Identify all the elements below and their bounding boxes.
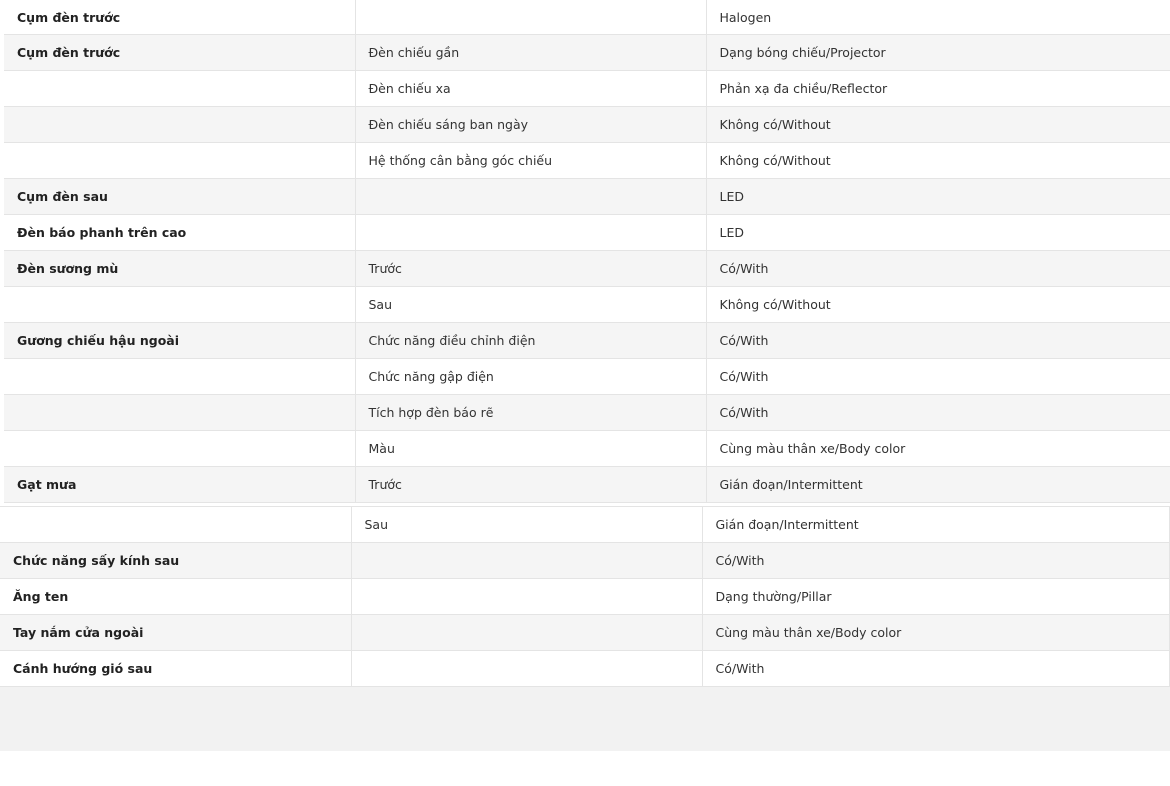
table-row <box>0 507 1169 543</box>
table-row <box>4 467 1170 503</box>
spec-category-cell <box>4 395 355 431</box>
spec-value-cell: LED <box>706 179 1170 215</box>
spec-value-cell: Có/With <box>702 651 1169 687</box>
table-row <box>4 35 1170 71</box>
spec-item-cell <box>351 543 702 579</box>
spec-item-cell: Đèn chiếu xa <box>355 71 706 107</box>
spec-value-cell: Dạng bóng chiếu/Projector <box>706 35 1170 71</box>
spec-item-cell: Chức năng gập điện <box>355 359 706 395</box>
spec-value-cell: Cùng màu thân xe/Body color <box>706 431 1170 467</box>
table-row <box>0 543 1169 579</box>
spec-category-cell: Đèn sương mù <box>4 251 355 287</box>
table-row <box>4 107 1170 143</box>
table-row <box>4 431 1170 467</box>
spec-value-cell: Có/With <box>702 543 1169 579</box>
spec-category-cell: Tay nắm cửa ngoài <box>0 615 351 651</box>
spec-value-cell: Có/With <box>706 251 1170 287</box>
spec-value-cell: Gián đoạn/Intermittent <box>702 507 1169 543</box>
spec-value-cell: Không có/Without <box>706 287 1170 323</box>
spec-category-cell <box>4 107 355 143</box>
table-row <box>4 359 1170 395</box>
footer-band <box>0 687 1170 751</box>
spec-category-cell: Ăng ten <box>0 579 351 615</box>
spec-category-cell: Gạt mưa <box>4 467 355 503</box>
spec-category-cell <box>4 431 355 467</box>
spec-value-cell: Dạng thường/Pillar <box>702 579 1169 615</box>
spec-item-cell <box>351 615 702 651</box>
spec-item-cell: Tích hợp đèn báo rẽ <box>355 395 706 431</box>
spec-item-cell <box>355 215 706 251</box>
spec-value-cell: Có/With <box>706 395 1170 431</box>
spec-category-cell: Cụm đèn sau <box>4 179 355 215</box>
spec-item-cell: Hệ thống cân bằng góc chiếu <box>355 143 706 179</box>
spec-category-cell: Đèn báo phanh trên cao <box>4 215 355 251</box>
table-row <box>0 615 1169 651</box>
spec-value-cell: Không có/Without <box>706 143 1170 179</box>
table-row <box>0 651 1169 687</box>
spec-item-cell <box>355 179 706 215</box>
table-row <box>4 179 1170 215</box>
table-row <box>4 143 1170 179</box>
spec-value-cell: Halogen <box>706 0 1170 35</box>
spec-category-cell: Chức năng sấy kính sau <box>0 543 351 579</box>
spec-category-cell <box>4 71 355 107</box>
table-row <box>4 251 1170 287</box>
spec-value-cell: Có/With <box>706 359 1170 395</box>
spec-item-cell: Chức năng điều chỉnh điện <box>355 323 706 359</box>
spec-value-cell: Không có/Without <box>706 107 1170 143</box>
spec-item-cell: Sau <box>355 287 706 323</box>
spec-category-cell: Cụm đèn trước <box>4 35 355 71</box>
spec-item-cell: Đèn chiếu sáng ban ngày <box>355 107 706 143</box>
spec-item-cell: Trước <box>355 251 706 287</box>
spec-category-cell: Cánh hướng gió sau <box>0 651 351 687</box>
spec-item-cell <box>355 0 706 35</box>
spec-value-cell: Cùng màu thân xe/Body color <box>702 615 1169 651</box>
spec-item-cell <box>351 579 702 615</box>
spec-value-cell: LED <box>706 215 1170 251</box>
table-row <box>0 579 1169 615</box>
table-row <box>4 215 1170 251</box>
spec-value-cell: Gián đoạn/Intermittent <box>706 467 1170 503</box>
table-row <box>4 0 1170 35</box>
table-row <box>4 323 1170 359</box>
spec-category-cell <box>0 507 351 543</box>
spec-value-cell: Phản xạ đa chiều/Reflector <box>706 71 1170 107</box>
spec-table-top <box>4 0 1170 503</box>
spec-item-cell: Trước <box>355 467 706 503</box>
spec-item-cell: Màu <box>355 431 706 467</box>
spec-item-cell: Sau <box>351 507 702 543</box>
spec-category-cell <box>4 143 355 179</box>
spec-item-cell: Đèn chiếu gần <box>355 35 706 71</box>
spec-category-cell <box>4 287 355 323</box>
spec-table-bottom <box>0 506 1170 687</box>
spec-table-bottom-body <box>0 507 1169 687</box>
table-row <box>4 287 1170 323</box>
table-row <box>4 395 1170 431</box>
spec-value-cell: Có/With <box>706 323 1170 359</box>
spec-item-cell <box>351 651 702 687</box>
spec-table-top-body <box>4 0 1170 503</box>
spec-category-cell: Gương chiếu hậu ngoài <box>4 323 355 359</box>
table-row <box>4 71 1170 107</box>
spec-category-cell: Cụm đèn trước <box>4 0 355 35</box>
spec-category-cell <box>4 359 355 395</box>
